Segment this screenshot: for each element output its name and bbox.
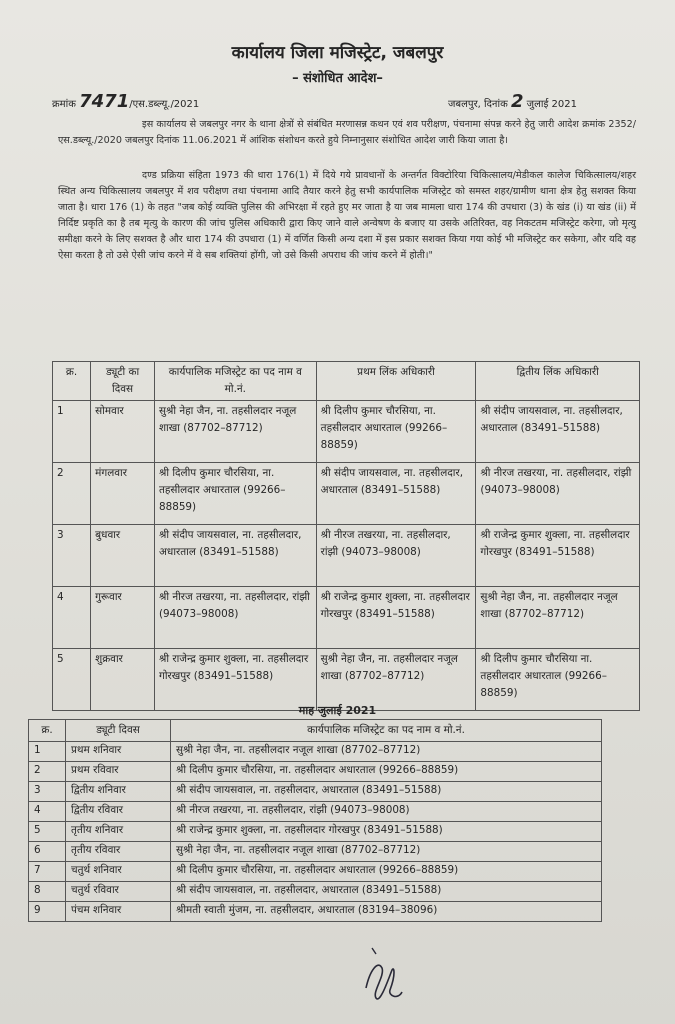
table-row: [29, 822, 602, 842]
order-date: [448, 91, 577, 112]
cell-officer: श्री दिलीप कुमार चौरसिया, ना. तहसीलदार अधारताल (99266–88859): [171, 862, 602, 882]
cell-day: बुधवार: [91, 525, 155, 587]
order-subtitle: – संशोधित आदेश–: [292, 71, 383, 86]
header-duty-day: ड्यूटी दिवस: [66, 720, 171, 742]
cell-day: द्वितीय रविवार: [66, 802, 171, 822]
cell-sn: 1: [29, 742, 66, 762]
cell-day: चतुर्थ शनिवार: [66, 862, 171, 882]
cell-first-link: श्री संदीप जायसवाल, ना. तहसीलदार, अधारताल (83491–51588): [316, 463, 476, 525]
cell-sn: 1: [53, 401, 91, 463]
ref-prefix: क्रमांक: [52, 99, 76, 110]
cell-day: प्रथम शनिवार: [66, 742, 171, 762]
cell-day: प्रथम रविवार: [66, 762, 171, 782]
header-day: ड्यूटी का दिवस: [91, 362, 155, 401]
cell-sn: 4: [29, 802, 66, 822]
cell-sn: 4: [53, 587, 91, 649]
cell-first-link: श्री नीरज तखरया, ना. तहसीलदार, रांझी (94073–98008): [316, 525, 476, 587]
cell-sn: 8: [29, 882, 66, 902]
cell-executive: सुश्री नेहा जैन, ना. तहसीलदार नजूल शाखा (87702–87712): [154, 401, 316, 463]
cell-sn: 9: [29, 902, 66, 922]
cell-first-link: श्री राजेन्द्र कुमार शुक्ला, ना. तहसीलदार गोरखपुर (83491–51588): [316, 587, 476, 649]
cell-second-link: श्री संदीप जायसवाल, ना. तहसीलदार, अधारताल (83491–51588): [476, 401, 640, 463]
table-row: [29, 882, 602, 902]
cell-second-link: सुश्री नेहा जैन, ना. तहसीलदार नजूल शाखा (87702–87712): [476, 587, 640, 649]
signature-mark: [358, 940, 408, 1010]
table-row: [29, 742, 602, 762]
table-row: [29, 762, 602, 782]
cell-day: सोमवार: [91, 401, 155, 463]
table-header-row: [29, 720, 602, 742]
cell-officer: श्रीमती स्वाती मुंजम, ना. तहसीलदार, अधारताल (83194–38096): [171, 902, 602, 922]
table-row: [29, 802, 602, 822]
cell-day: गुरूवार: [91, 587, 155, 649]
cell-officer: श्री दिलीप कुमार चौरसिया, ना. तहसीलदार अधारताल (99266–88859): [171, 762, 602, 782]
header-executive: कार्यपालिक मजिस्ट्रेट का पद नाम व मो.नं.: [154, 362, 316, 401]
table-row: [29, 782, 602, 802]
cell-sn: 2: [53, 463, 91, 525]
cell-officer: श्री संदीप जायसवाल, ना. तहसीलदार, अधारताल (83491–51588): [171, 782, 602, 802]
cell-executive: श्री दिलीप कुमार चौरसिया, ना. तहसीलदार अधारताल (99266–88859): [154, 463, 316, 525]
cell-day: द्वितीय शनिवार: [66, 782, 171, 802]
header-first-link: प्रथम लिंक अधिकारी: [316, 362, 476, 401]
cell-officer: सुश्री नेहा जैन, ना. तहसीलदार नजूल शाखा (87702–87712): [171, 742, 602, 762]
cell-officer: श्री संदीप जायसवाल, ना. तहसीलदार, अधारताल (83491–51588): [171, 882, 602, 902]
duty-roster-table: [52, 361, 640, 711]
cell-day: तृतीय रविवार: [66, 842, 171, 862]
cell-sn: 6: [29, 842, 66, 862]
month-heading: माह जुलाई 2021: [298, 704, 377, 717]
date-day: 2: [510, 91, 524, 112]
cell-executive: श्री नीरज तखरया, ना. तहसीलदार, रांझी (94073–98008): [154, 587, 316, 649]
cell-executive: श्री राजेन्द्र कुमार शुक्ला, ना. तहसीलदार गोरखपुर (83491–51588): [154, 649, 316, 711]
table-row: [53, 463, 640, 525]
table-row: [53, 525, 640, 587]
table-row: [53, 649, 640, 711]
date-prefix: जबलपुर, दिनांक: [448, 99, 508, 110]
paragraph-legal: दण्ड प्रक्रिया संहिता 1973 की धारा 176(1) में दिये गये प्रावधानों के अन्तर्गत विक्टोरिया चिकित्सालय/मेडीकल कालेज चिकित्सालय/शहर स्थित अन्य चिकित्सालय जबलपुर में शव परीक्षण तथा पंचनामा आदि तैयार करने हेतु सभी कार्यपालिक मजिस्ट्रेट को समस्त शहर/ग्रामीण थाना क्षेत्र हेतु सशक्त किया जाता है। धारा 176 (1) के तहत "जब कोई व्यक्ति पुलिस की अभिरक्षा में रहते हुए मर जाता है या जब मामला धारा 174 की उपधारा (3) के खंड (i) या खंड (ii) में निर्दिष्ट प्रकृति का है तब मृत्यु के कारण की जांच पुलिस अधिकारी द्वारा किए जाने वाले अन्वेषण के बजाए या उसके अतिरिक्त, वह निकटतम मजिस्ट्रेट करेगा, जो मृत्यु समीक्षा करने के लिए सशक्त है और धारा 174 की उपधारा (1) में वर्णित किसी अन्य दशा में इस प्रकार सशक्त किया गया कोई भी मजिस्ट्रेट कर सकेगा, और यदि वह ऐसा करता है तो उसे ऐसी जांच करने में वे सब शक्तियां होंगी, जो उसे किसी अपराध की जांच करने में होती।": [58, 170, 636, 261]
cell-first-link: श्री दिलीप कुमार चौरसिया, ना. तहसीलदार अधारताल (99266–88859): [316, 401, 476, 463]
cell-executive: श्री संदीप जायसवाल, ना. तहसीलदार, अधारताल (83491–51588): [154, 525, 316, 587]
cell-day: मंगलवार: [91, 463, 155, 525]
ref-number: 7471: [79, 91, 130, 112]
cell-day: पंचम शनिवार: [66, 902, 171, 922]
table-row: [29, 862, 602, 882]
cell-sn: 7: [29, 862, 66, 882]
weekend-duty-table: [28, 719, 602, 922]
table-header-row: [53, 362, 640, 401]
header-sn: क्र.: [29, 720, 66, 742]
cell-sn: 5: [29, 822, 66, 842]
cell-officer: सुश्री नेहा जैन, ना. तहसीलदार नजूल शाखा (87702–87712): [171, 842, 602, 862]
office-title: कार्यालय जिला मजिस्ट्रेट, जबलपुर: [231, 43, 444, 63]
table-row: [29, 902, 602, 922]
table-row: [29, 842, 602, 862]
cell-sn: 3: [29, 782, 66, 802]
header-second-link: द्वितीय लिंक अधिकारी: [476, 362, 640, 401]
cell-second-link: श्री राजेन्द्र कुमार शुक्ला, ना. तहसीलदार गोरखपुर (83491–51588): [476, 525, 640, 587]
cell-second-link: श्री नीरज तखरया, ना. तहसीलदार, रांझी (94073–98008): [476, 463, 640, 525]
header-officer: कार्यपालिक मजिस्ट्रेट का पद नाम व मो.नं.: [171, 720, 602, 742]
table-row: [53, 587, 640, 649]
date-suffix: जुलाई 2021: [526, 99, 577, 110]
table-row: [53, 401, 640, 463]
paragraph-intro: इस कार्यालय से जबलपुर नगर के थाना क्षेत्रों से संबंधित मरणासन्न कथन एवं शव परीक्षण, पंचनामा संपन्न करने हेतु जारी आदेश क्रमांक 2352/एस.डब्ल्यू./2020 जबलपुर दिनांक 11.06.2021 में आंशिक संशोधन करते हुये निम्नानुसार संशोधित आदेश जारी किया जाता है।: [58, 119, 636, 146]
cell-day: तृतीय शनिवार: [66, 822, 171, 842]
header-sn: क्र.: [53, 362, 91, 401]
cell-day: शुक्रवार: [91, 649, 155, 711]
cell-sn: 2: [29, 762, 66, 782]
cell-day: चतुर्थ रविवार: [66, 882, 171, 902]
cell-second-link: श्री दिलीप कुमार चौरसिया ना. तहसीलदार अधारताल (99266–88859): [476, 649, 640, 711]
cell-sn: 5: [53, 649, 91, 711]
ref-suffix: /एस.डब्ल्यू./2021: [129, 99, 200, 110]
cell-officer: श्री नीरज तखरया, ना. तहसीलदार, रांझी (94073–98008): [171, 802, 602, 822]
cell-first-link: सुश्री नेहा जैन, ना. तहसीलदार नजूल शाखा (87702–87712): [316, 649, 476, 711]
cell-sn: 3: [53, 525, 91, 587]
order-reference: [52, 91, 199, 112]
cell-officer: श्री राजेन्द्र कुमार शुक्ला, ना. तहसीलदार गोरखपुर (83491–51588): [171, 822, 602, 842]
